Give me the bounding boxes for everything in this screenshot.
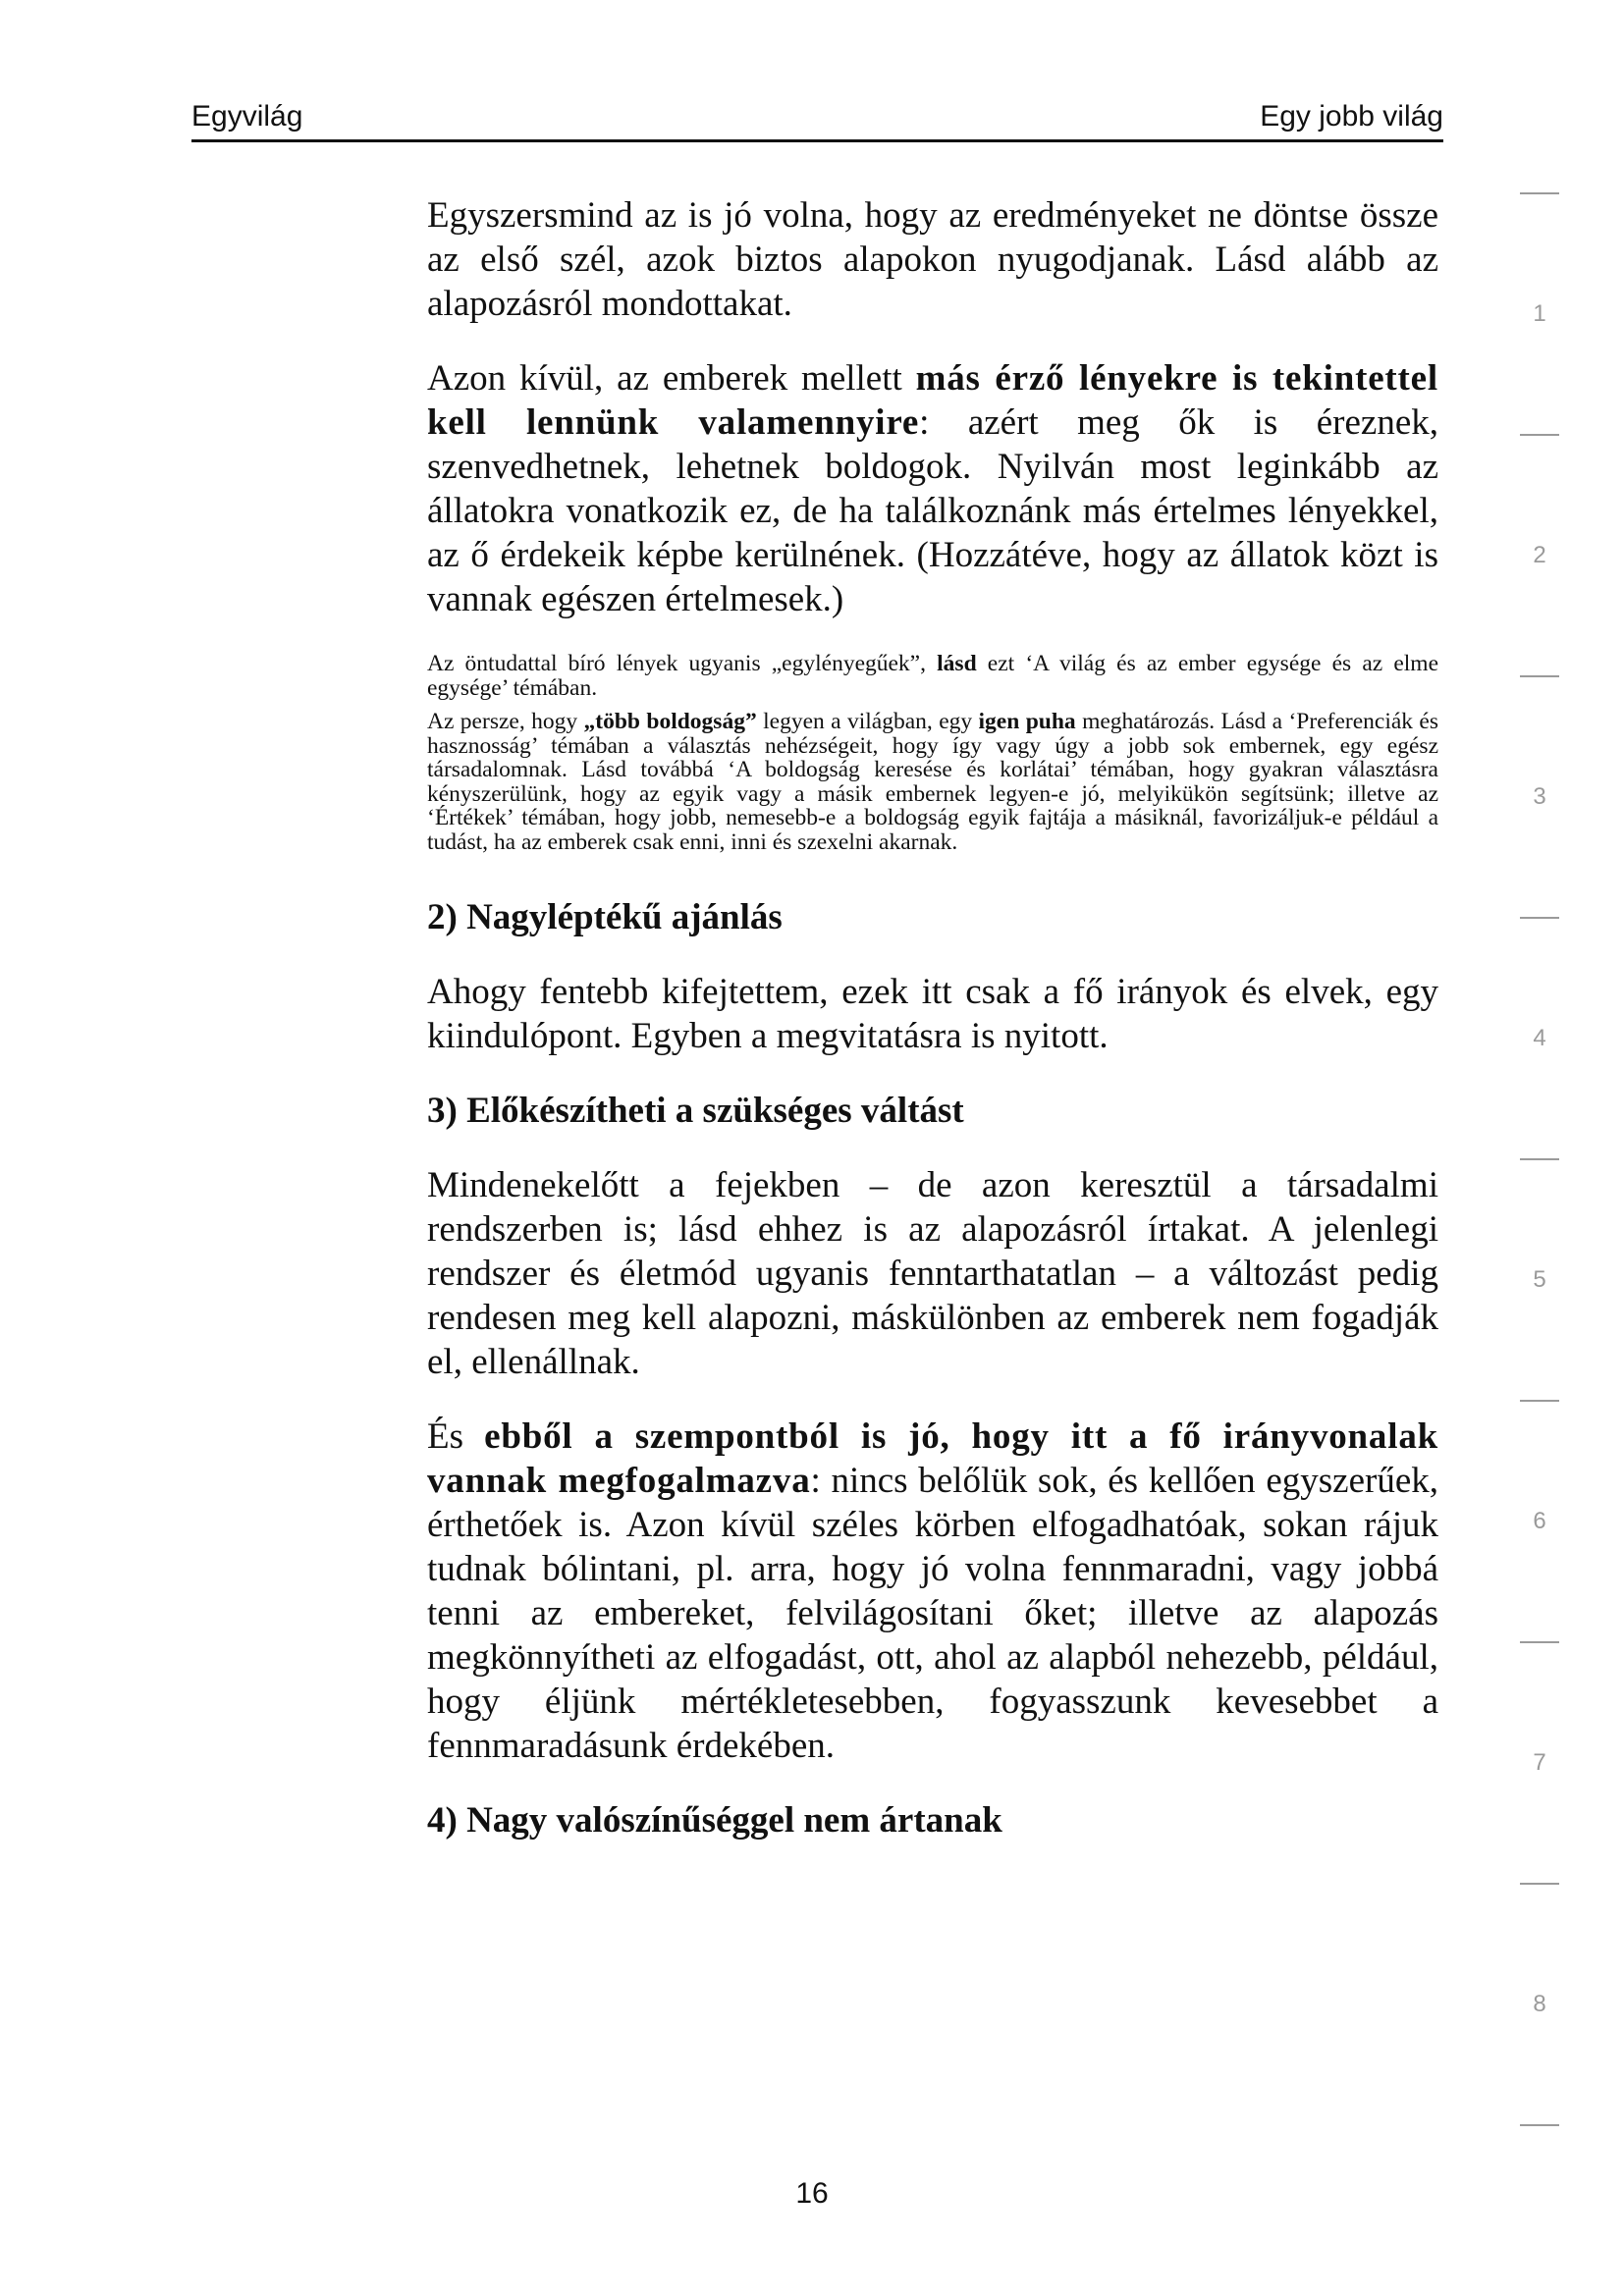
header-right-title: Egy jobb világ bbox=[1260, 100, 1443, 133]
margin-rule bbox=[1520, 434, 1559, 436]
margin-rule bbox=[1520, 192, 1559, 194]
footnote-2-text-c: legyen a világban, egy bbox=[756, 709, 979, 734]
paragraph-2-bold: más érző lényekre is tekintettel kell lennünk valamennyire bbox=[427, 358, 1438, 443]
margin-number-2: 2 bbox=[1533, 542, 1546, 568]
header-left-title: Egyvilág bbox=[191, 100, 303, 133]
margin-number-5: 5 bbox=[1533, 1266, 1546, 1293]
paragraph-2-text-c: : azért meg ők is éreznek, szenvedhetnek, lehetnek boldogok. Nyilván most leginkább az állatokra vonatkozik ez, de ha találkoznánk más értelmes lényekkel, az ő érdekeik képbe kerülnének. (Hozzátéve, hogy az állatok közt is vannak egészen értelmesek.) bbox=[427, 402, 1438, 619]
footnote-1-text-a: Az öntudattal bíró lények ugyanis „egylényegűek”, bbox=[427, 651, 938, 676]
margin-rule bbox=[1520, 1883, 1559, 1885]
margin-number-3: 3 bbox=[1533, 783, 1546, 810]
margin-number-6: 6 bbox=[1533, 1508, 1546, 1534]
footnote-2 bbox=[427, 710, 1438, 854]
paragraph-5 bbox=[427, 1415, 1438, 1768]
line-number-margin bbox=[1520, 0, 1561, 2296]
margin-rule bbox=[1520, 1158, 1559, 1160]
section-heading-2: 2) Nagyléptékű ajánlás bbox=[427, 897, 783, 937]
margin-rule bbox=[1520, 917, 1559, 919]
paragraph-2-text-a: Azon kívül, az emberek mellett bbox=[427, 358, 916, 399]
page-number: 16 bbox=[795, 2177, 829, 2210]
paragraph-3: Ahogy fentebb kifejtettem, ezek itt csak a fő irányok és elvek, egy kiindulópont. Egyben a megvitatásra is nyitott. bbox=[427, 972, 1438, 1056]
margin-number-4: 4 bbox=[1533, 1025, 1546, 1051]
footnote-2-bold-1: „több boldogság” bbox=[583, 709, 757, 734]
paragraph-5-text-c: : nincs belőlük sok, és kellően egyszerűek, érthetőek is. Azon kívül széles körben elfogadhatóak, sokan rájuk tudnak bólintani, pl. arra, hogy jó volna fennmaradni, vagy jobbá tenni az embereket, felvilágosítani őket; illetve az alapozás megkönnyítheti az elfogadást, ott, ahol az alapból nehezebb, például, hogy éljünk mértékletesebben, fogyasszunk kevesebbet a fennmaradásunk érdekében. bbox=[427, 1461, 1438, 1766]
footnote-2-text-a: Az persze, hogy bbox=[427, 709, 584, 734]
main-text bbox=[427, 193, 1438, 1873]
footnote-2-text-e: meghatározás. Lásd a ‘Preferenciák és hasznosság’ témában a választás nehézségeit, hogy így vagy úgy a jobb sok embernek, egy egész társadalomnak. Lásd továbbá ‘A boldogság keresése és korlátai’ témában, hogy gyakran választásra kényszerülünk, hogy az egyik vagy a másik embernek legyen-e jó, melyikükön segítsünk; illetve az ‘Értékek’ témában, hogy jobb, nemesebb-e a boldogság egyik fajtája a másiknál, favorizáljuk-e például a tudást, ha az emberek csak enni, inni és szexelni akarnak. bbox=[427, 709, 1439, 855]
paragraph-4: Mindenekelőtt a fejekben – de azon keresztül a társadalmi rendszerben is; lásd ehhez is az alapozásról írtakat. A jelenlegi rendszer és életmód ugyanis fenntarthatatlan – a változást pedig rendesen meg kell alapozni, máskülönben az emberek nem fogadják el, ellenállnak. bbox=[427, 1165, 1438, 1382]
margin-number-8: 8 bbox=[1533, 1991, 1546, 2017]
footnote-2-bold-2: igen puha bbox=[978, 709, 1076, 734]
margin-rule bbox=[1520, 2124, 1559, 2126]
margin-number-1: 1 bbox=[1533, 300, 1546, 327]
paragraph-2 bbox=[427, 356, 1438, 621]
margin-rule bbox=[1520, 1641, 1559, 1643]
footnote-1 bbox=[427, 652, 1438, 700]
margin-rule bbox=[1520, 675, 1559, 677]
section-heading-4: 4) Nagy valószínűséggel nem ártanak bbox=[427, 1800, 1002, 1841]
section-heading-3: 3) Előkészítheti a szükséges váltást bbox=[427, 1091, 964, 1131]
running-header bbox=[191, 98, 1443, 142]
footnote-1-bold: lásd bbox=[937, 651, 977, 676]
paragraph-5-bold: ebből a szempontból is jó, hogy itt a fő irányvonalak vannak megfogalmazva bbox=[427, 1416, 1438, 1501]
margin-rule bbox=[1520, 1400, 1559, 1402]
margin-number-7: 7 bbox=[1533, 1749, 1546, 1776]
paragraph-1: Egyszersmind az is jó volna, hogy az eredményeket ne döntse össze az első szél, azok biztos alapokon nyugodjanak. Lásd alább az alapozásról mondottakat. bbox=[427, 195, 1438, 324]
footnote-1-text-c: ezt ‘A világ és az ember egysége és az elme egysége’ témában. bbox=[427, 651, 1438, 701]
paragraph-5-text-a: És bbox=[427, 1416, 485, 1457]
